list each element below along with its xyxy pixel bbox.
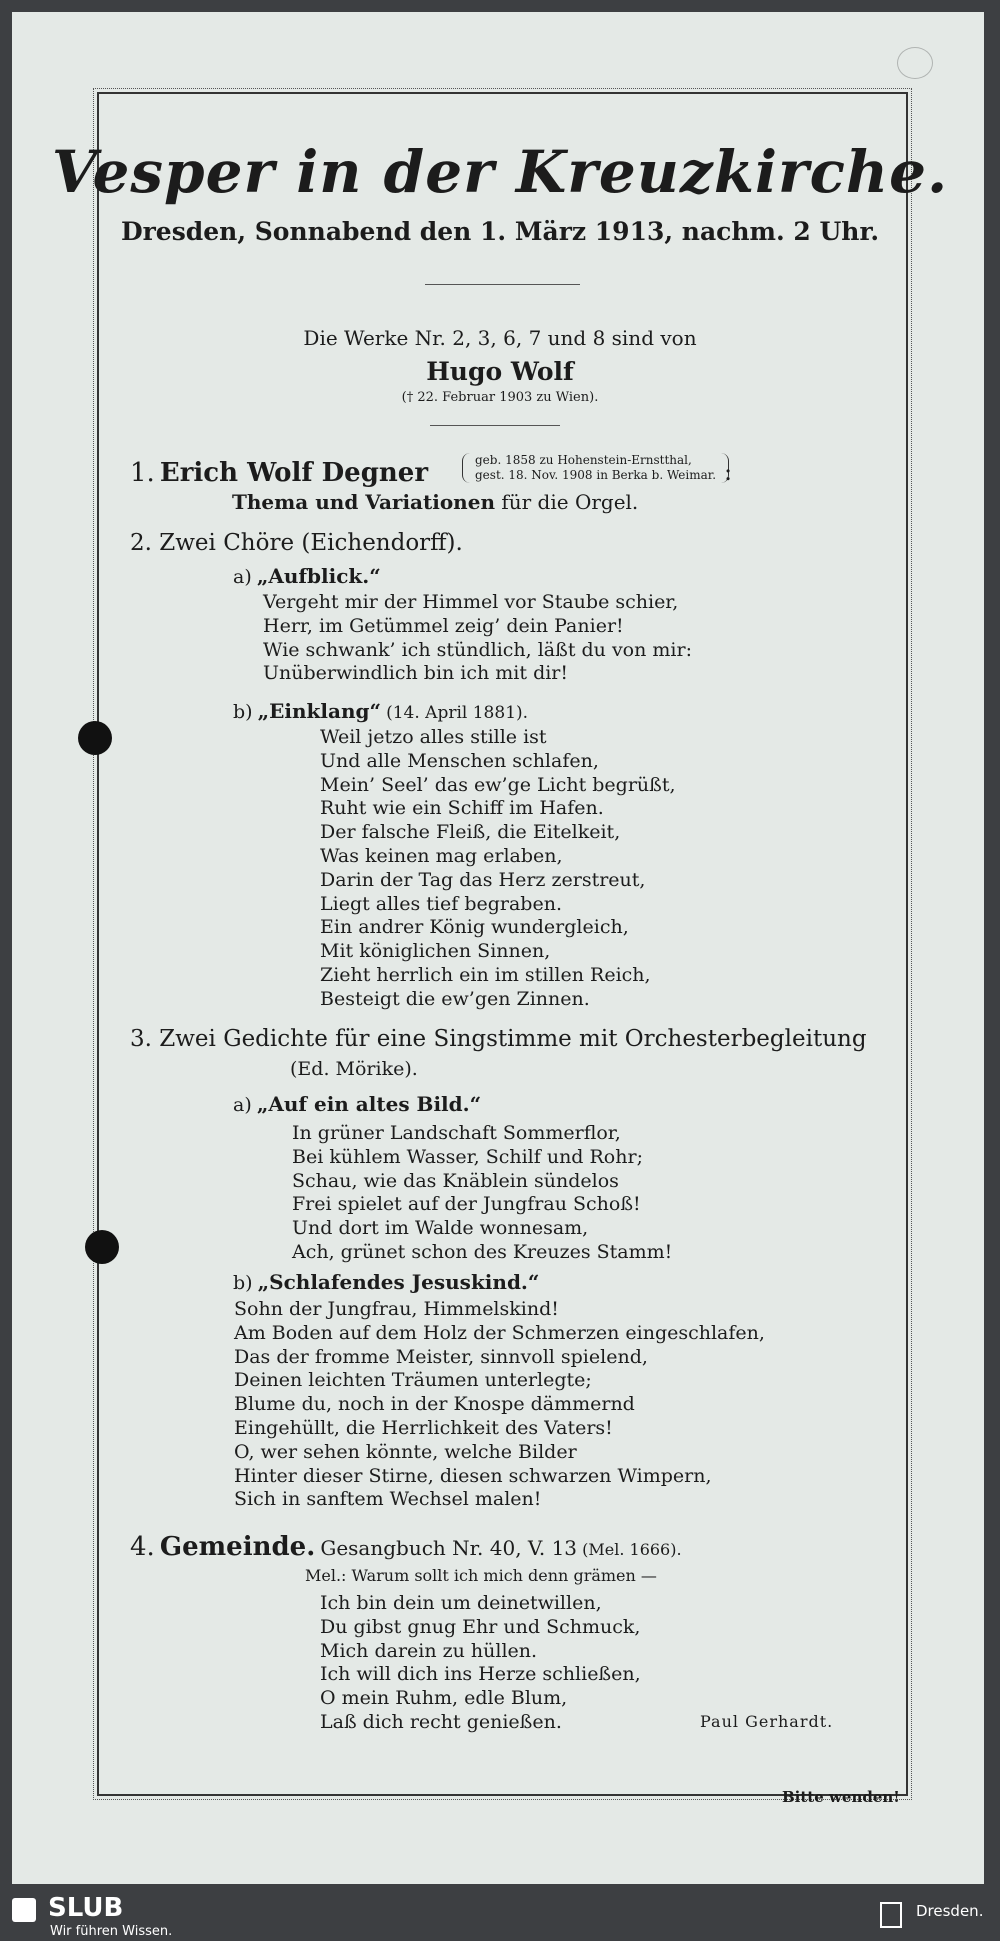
item-3b-heading xyxy=(233,1270,539,1294)
poem-line: Und alle Menschen schlafen, xyxy=(320,749,599,772)
composer-name: Hugo Wolf xyxy=(426,357,574,386)
program-item-1 xyxy=(130,458,428,488)
poem-line: Darin der Tag das Herz zerstreut, xyxy=(320,868,646,891)
slub-brand[interactable]: SLUB xyxy=(48,1893,124,1923)
poem-line: Eingehüllt, die Herrlichkeit des Vaters! xyxy=(234,1416,613,1439)
poem-line: Ein andrer König wundergleich, xyxy=(320,916,629,939)
dresden-brand[interactable]: Dresden. xyxy=(916,1902,984,1920)
poem-line: Ich will dich ins Herze schließen, xyxy=(320,1663,641,1686)
poem-line: Mich darein zu hüllen. xyxy=(320,1639,538,1662)
item-2a-heading xyxy=(233,564,381,588)
poem-line: O mein Ruhm, edle Blum, xyxy=(320,1687,568,1710)
hymn-verse xyxy=(320,1592,641,1735)
poem-line: Ach, grünet schon des Kreuzes Stamm! xyxy=(292,1240,673,1263)
song-title: „Einklang“ xyxy=(257,699,382,723)
poem-line: Herr, im Getümmel zeig’ dein Panier! xyxy=(263,614,624,637)
work-rest: für die Orgel. xyxy=(501,490,639,514)
poem-line: Blume du, noch in der Knospe dämmernd xyxy=(234,1393,635,1416)
poem-line: Hinter dieser Stirne, diesen schwarzen Wimpern, xyxy=(234,1464,712,1487)
poem-line: Ruht wie ein Schiff im Hafen. xyxy=(320,797,604,820)
poem-line: Und dort im Walde wonnesam, xyxy=(292,1217,589,1240)
composer-dates xyxy=(462,453,729,483)
slub-logo-icon[interactable] xyxy=(12,1898,36,1922)
poem-line: Unüberwindlich bin ich mit dir! xyxy=(263,662,569,685)
program-item-3: 3. Zwei Gedichte für eine Singstimme mit Orchesterbegleitung xyxy=(130,1026,867,1052)
item-work xyxy=(232,490,638,514)
poem-line: In grüner Landschaft Sommerflor, xyxy=(292,1122,621,1144)
poem-line: O, wer sehen könnte, welche Bilder xyxy=(234,1440,577,1463)
item-number: 1. xyxy=(130,458,155,488)
poem-line: Mit königlichen Sinnen, xyxy=(320,940,551,963)
composer-died: gest. 18. Nov. 1908 in Berka b. Weimar. xyxy=(475,468,717,482)
poem-line: Der falsche Fleiß, die Eitelkeit, xyxy=(320,821,621,844)
song-title: „Auf ein altes Bild.“ xyxy=(256,1092,482,1116)
poem-line: Bei kühlem Wasser, Schilf und Rohr; xyxy=(292,1145,643,1168)
item-composer: Erich Wolf Degner xyxy=(159,458,429,488)
sub-label: a) xyxy=(233,1094,252,1116)
poem-line: Ich bin dein um deinetwillen, xyxy=(320,1592,602,1614)
program-item-2: 2. Zwei Chöre (Eichendorff). xyxy=(130,530,463,556)
poem-line: Besteigt die ew’gen Zinnen. xyxy=(320,987,590,1010)
hymn-reference: Gesangbuch Nr. 40, V. 13 xyxy=(320,1536,578,1560)
item-poet: (Ed. Mörike). xyxy=(290,1058,418,1080)
poem-line: Zieht herrlich ein im stillen Reich, xyxy=(320,963,651,986)
pencil-mark xyxy=(897,47,933,79)
sub-label: b) xyxy=(233,1272,253,1294)
melody-year: (Mel. 1666). xyxy=(582,1540,682,1559)
turn-page-note: Bitte wenden! xyxy=(782,1788,900,1806)
composer-death: († 22. Februar 1903 zu Wien). xyxy=(401,390,599,405)
poem-line: Am Boden auf dem Holz der Schmerzen eingeschlafen, xyxy=(234,1321,765,1344)
song-title: „Aufblick.“ xyxy=(256,564,381,588)
page-title: Vesper in der Kreuzkirche. xyxy=(51,138,949,206)
work-title: Thema und Variationen xyxy=(232,490,495,514)
poem-line: Schau, wie das Knäblein sündelos xyxy=(292,1169,619,1192)
poem-line: Was keinen mag erlaben, xyxy=(320,844,563,867)
song-date: (14. April 1881). xyxy=(386,703,529,723)
intro-text: Die Werke Nr. 2, 3, 6, 7 und 8 sind von xyxy=(303,326,697,350)
colon: : xyxy=(724,458,733,486)
composer-born: geb. 1858 zu Hohenstein-Ernstthal, xyxy=(475,453,692,467)
poem-aufblick xyxy=(263,591,692,686)
poem-line: Laß dich recht genießen. xyxy=(320,1710,562,1733)
sub-label: a) xyxy=(233,566,252,588)
poem-line: Weil jetzo alles stille ist xyxy=(320,726,547,748)
poem-line: Deinen leichten Träumen unterlegte; xyxy=(234,1369,592,1392)
poem-altes-bild xyxy=(292,1122,672,1265)
slub-tagline: Wir führen Wissen. xyxy=(50,1924,173,1939)
punch-hole xyxy=(78,721,112,755)
hymn-author: Paul Gerhardt. xyxy=(700,1712,834,1731)
poem-line: Frei spielet auf der Jungfrau Schoß! xyxy=(292,1193,641,1216)
poem-line: Wie schwank’ ich stündlich, läßt du von mir: xyxy=(263,638,692,661)
item-number: 4. xyxy=(130,1532,155,1562)
poem-line: Liegt alles tief begraben. xyxy=(320,892,562,915)
poem-line: Vergeht mir der Himmel vor Staube schier, xyxy=(263,591,679,613)
punch-hole xyxy=(85,1230,119,1264)
item-3a-heading xyxy=(233,1092,481,1116)
sub-label: b) xyxy=(233,701,253,723)
divider xyxy=(430,425,560,426)
divider xyxy=(425,284,580,285)
poem-einklang xyxy=(320,726,676,1012)
footer-bar xyxy=(0,1890,1000,1941)
song-title: „Schlafendes Jesuskind.“ xyxy=(257,1270,540,1294)
item-title: Gemeinde. xyxy=(159,1532,316,1562)
item-2b-heading xyxy=(233,699,528,723)
poem-line: Sohn der Jungfrau, Himmelskind! xyxy=(234,1298,559,1320)
page-subtitle: Dresden, Sonnabend den 1. März 1913, nachm. 2 Uhr. xyxy=(120,217,880,246)
poem-line: Das der fromme Meister, sinnvoll spielend, xyxy=(234,1345,648,1368)
poem-line: Mein’ Seel’ das ew’ge Licht begrüßt, xyxy=(320,773,676,796)
program-item-4 xyxy=(130,1532,682,1562)
poem-line: Du gibst gnug Ehr und Schmuck, xyxy=(320,1615,641,1638)
melody-line: Mel.: Warum sollt ich mich denn grämen — xyxy=(305,1566,657,1585)
dresden-logo-icon[interactable] xyxy=(880,1902,902,1928)
poem-line: Sich in sanftem Wechsel malen! xyxy=(234,1488,542,1511)
poem-jesuskind xyxy=(234,1298,765,1512)
